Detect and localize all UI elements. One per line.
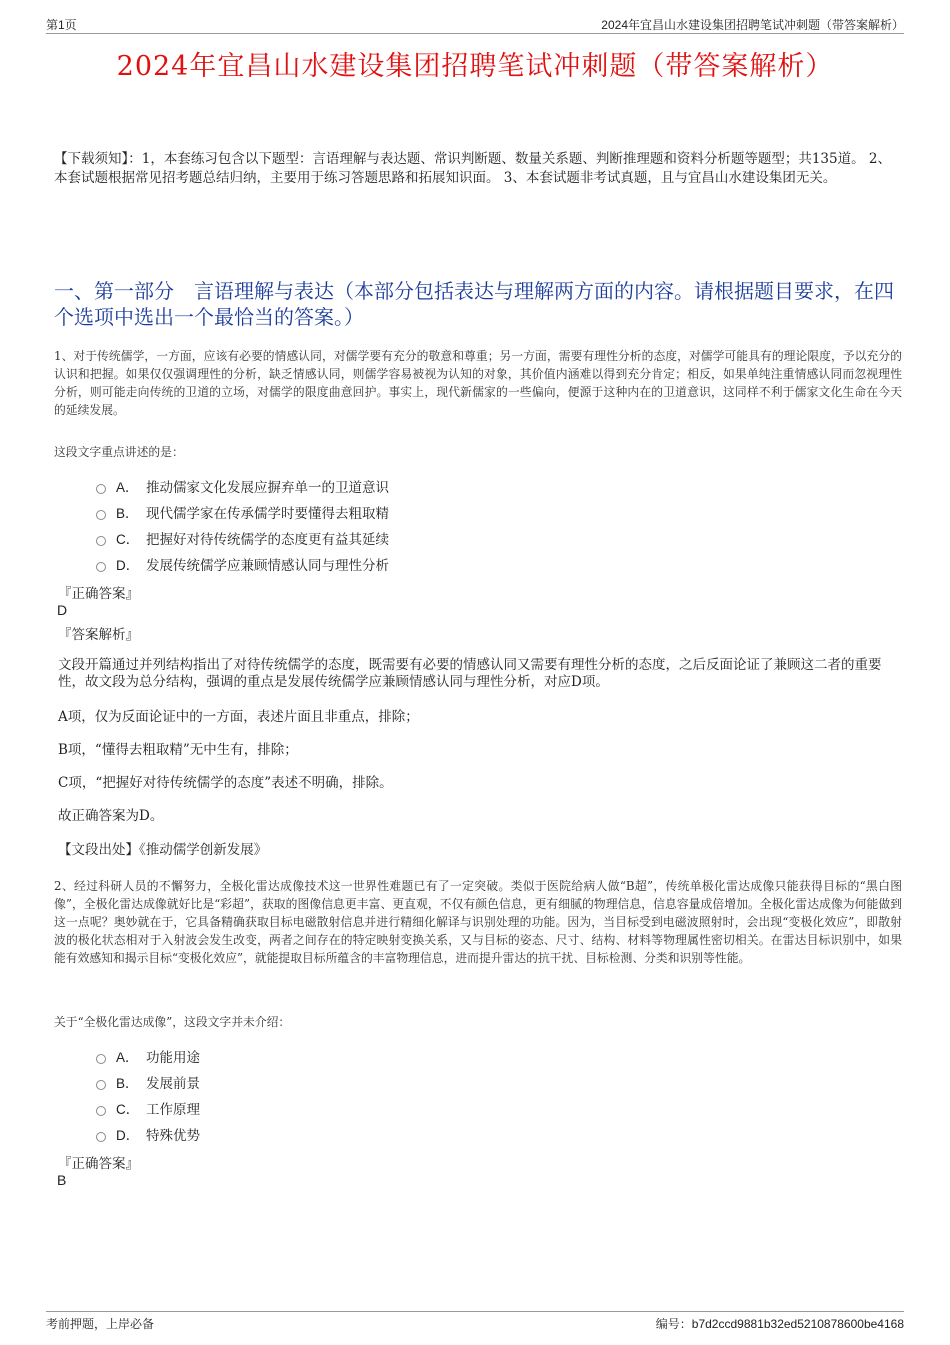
option-b[interactable]: B． 现代儒学家在传承儒学时要懂得去粗取精 [96,499,389,525]
analysis-conclusion: 故正确答案为D。 [58,808,164,824]
option-b[interactable]: B． 发展前景 [96,1069,200,1095]
analysis-paragraph: C项，“把握好对待传统儒学的态度”表述不明确，排除。 [58,775,393,791]
option-d[interactable]: D． 特殊优势 [96,1121,200,1147]
option-text: 工作原理 [146,1102,200,1118]
option-text: 把握好对待传统儒学的态度更有益其延续 [146,532,389,548]
document-code: 编号：b7d2ccd9881b32ed5210878600be4168 [655,1317,904,1331]
radio-icon[interactable] [96,1106,106,1116]
radio-icon[interactable] [96,536,106,546]
radio-icon[interactable] [96,562,106,572]
radio-icon[interactable] [96,1132,106,1142]
page-footer [46,1311,904,1332]
answer-label: 『正确答案』 [58,586,139,602]
radio-icon[interactable] [96,1080,106,1090]
option-a[interactable]: A． 功能用途 [96,1043,200,1069]
option-d[interactable]: D． 发展传统儒学应兼顾情感认同与理性分析 [96,551,389,577]
option-text: 发展前景 [146,1076,200,1092]
option-text: 特殊优势 [146,1128,200,1144]
analysis-paragraph: 文段开篇通过并列结构指出了对待传统儒学的态度，既需要有必要的情感认同又需要有理性分析的态度，之后反面论证了兼顾这二者的重要性，故文段为总分结构，强调的重点是发展传统儒学应兼顾情感认同与理性分析，对应D项。 [58,657,882,690]
text-source: 【文段出处】《推动儒学创新发展》 [58,842,268,858]
option-text: 发展传统儒学应兼顾情感认同与理性分析 [146,558,389,574]
question-2-options [96,1043,200,1147]
answer-value: B [57,1172,67,1188]
page-header [46,14,904,34]
header-doc-title: 2024年宜昌山水建设集团招聘笔试冲刺题（带答案解析） [601,18,904,32]
answer-value: D [57,602,68,618]
page-number: 第1页 [46,18,77,32]
option-text: 现代儒学家在传承儒学时要懂得去粗取精 [146,506,389,522]
radio-icon[interactable] [96,510,106,520]
analysis-label: 『答案解析』 [58,627,139,643]
question-1-options [96,473,389,577]
question-2-stem: 关于“全极化雷达成像”，这段文字并未介绍： [54,1015,291,1029]
radio-icon[interactable] [96,484,106,494]
analysis-paragraph: B项，“懂得去粗取精”无中生有，排除； [58,742,298,758]
option-c[interactable]: C． 工作原理 [96,1095,200,1121]
analysis-paragraph: A项，仅为反面论证中的一方面，表述片面且非重点，排除； [58,709,419,725]
code-value: b7d2ccd9881b32ed5210878600be4168 [691,1317,904,1331]
radio-icon[interactable] [96,1054,106,1064]
section-heading: 一、第一部分 言语理解与表达（本部分包括表达与理解两方面的内容。请根据题目要求，在四个选项中选出一个最恰当的答案。） [54,279,894,329]
document-title: 2024年宜昌山水建设集团招聘笔试冲刺题（带答案解析） [116,51,834,82]
download-notice: 【下载须知】：1，本套练习包含以下题型：言语理解与表达题、常识判断题、数量关系题、判断推理题和资料分析题等题型；共135道。 2、本套试题根据常见招考题总结归纳，主要用于练习答题思路和拓展知识面。 3、本套试题非考试真题，且与宜昌山水建设集团无关。 [54,151,891,186]
question-1-stem: 这段文字重点讲述的是： [54,445,184,459]
question-1-text: 1、对于传统儒学，一方面，应该有必要的情感认同，对儒学要有充分的敬意和尊重；另一方面，需要有理性分析的态度，对儒学可能具有的理论限度，予以充分的认识和把握。如果仅仅强调理性的分析，缺乏情感认同，则儒学容易被视为认知的对象，其价值内涵难以得到充分肯定；相反，如果单纯注重情感认同而忽视理性分析，则可能走向传统的卫道的立场，对儒学的限度曲意回护。事实上，现代新儒家的一些偏向，便源于这种内在的卫道意识，这同样不利于儒家文化生命在今天的延续发展。 [54,349,902,417]
option-text: 推动儒家文化发展应摒弃单一的卫道意识 [146,480,389,496]
footer-slogan: 考前押题，上岸必备 [46,1317,155,1331]
option-text: 功能用途 [146,1050,200,1066]
answer-label: 『正确答案』 [58,1156,139,1172]
question-2-text: 2、经过科研人员的不懈努力，全极化雷达成像技术这一世界性难题已有了一定突破。类似于医院给病人做“B超”，传统单极化雷达成像只能获得目标的“黑白图像”，全极化雷达成像就好比是“彩超”，获取的图像信息更丰富、更直观，不仅有颜色信息，更有细腻的物理信息，信息容量成倍增加。全极化雷达成像为何能做到这一点呢？奥妙就在于，它具备精确获取目标电磁散射信息并进行精细化解译与识别处理的功能。因为，当目标受到电磁波照射时，会出现“变极化效应”，即散射波的极化状态相对于入射波会发生改变，两者之间存在的特定映射变换关系，又与目标的姿态、尺寸、结构、材料等物理属性密切相关。在雷达目标识别中，如果能有效感知和揭示目标“变极化效应”，就能提取目标所蕴含的丰富物理信息，进而提升雷达的抗干扰、目标检测、分类和识别等性能。 [54,879,902,965]
option-a[interactable]: A． 推动儒家文化发展应摒弃单一的卫道意识 [96,473,389,499]
option-c[interactable]: C． 把握好对待传统儒学的态度更有益其延续 [96,525,389,551]
